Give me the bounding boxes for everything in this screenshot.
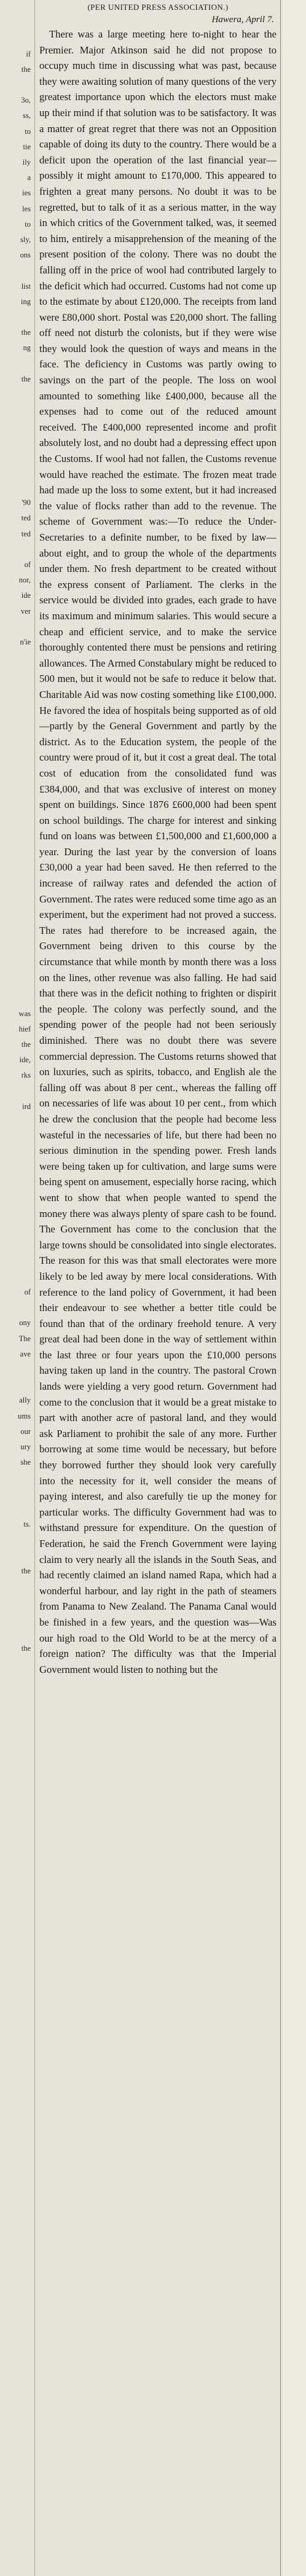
edge-fragment: the	[21, 328, 31, 337]
edge-fragment	[0, 1300, 34, 1315]
edge-fragment	[0, 2322, 34, 2337]
edge-fragment: the	[21, 65, 31, 74]
edge-fragment	[0, 1857, 34, 1873]
edge-fragment	[0, 2151, 34, 2167]
edge-fragment	[0, 31, 34, 46]
edge-fragment: The	[18, 1334, 31, 1343]
edge-fragment	[0, 2368, 34, 2383]
edge-fragment	[0, 1239, 34, 1254]
edge-fragment: the	[21, 1566, 31, 1575]
edge-fragment	[0, 619, 34, 635]
edge-fragment	[0, 387, 34, 402]
edge-fragment: if	[26, 49, 31, 58]
edge-fragment	[0, 1548, 34, 1563]
edge-fragment	[0, 1532, 34, 1548]
edge-fragment	[0, 836, 34, 851]
edge-fragment	[0, 1842, 34, 1857]
edge-fragment	[0, 1501, 34, 1517]
edge-fragment	[0, 681, 34, 697]
edge-fragment	[0, 2105, 34, 2120]
edge-fragment	[0, 1254, 34, 1269]
edge-fragment	[0, 1966, 34, 1981]
edge-fragment: tie	[23, 142, 31, 151]
edge-fragment	[0, 1702, 34, 1718]
edge-fragment	[0, 2445, 34, 2461]
edge-fragment: rks	[21, 1071, 31, 1080]
edge-fragment	[0, 1997, 34, 2012]
edge-fragment: list	[21, 281, 31, 291]
edge-fragment: our	[20, 1427, 31, 1436]
edge-fragment	[0, 1718, 34, 1734]
edge-fragment	[0, 402, 34, 418]
edge-fragment: ing	[21, 297, 31, 306]
edge-fragment: '90	[22, 498, 31, 507]
edge-fragment: was	[18, 1009, 31, 1018]
edge-fragment: ally	[19, 1396, 31, 1405]
edge-fragment	[0, 1377, 34, 1393]
edge-fragment	[0, 820, 34, 836]
edge-fragment	[0, 2198, 34, 2213]
edge-fragment	[0, 929, 34, 944]
edge-fragment	[0, 2089, 34, 2105]
edge-fragment	[0, 1764, 34, 1780]
edge-fragment	[0, 1811, 34, 1826]
edge-fragment: nor,	[18, 576, 31, 585]
edge-fragment: ies	[22, 189, 31, 198]
edge-fragment	[0, 2290, 34, 2306]
edge-fragment	[0, 2352, 34, 2368]
edge-fragment	[0, 697, 34, 712]
edge-fragment: to	[25, 127, 31, 136]
edge-fragment	[0, 1749, 34, 1764]
edge-fragment	[0, 1114, 34, 1130]
press-credit: (PER UNITED PRESS ASSOCIATION.)	[87, 2, 229, 12]
edge-fragment	[0, 2136, 34, 2151]
edge-fragment	[0, 1362, 34, 1377]
edge-fragment	[0, 975, 34, 990]
edge-fragment: the	[21, 374, 31, 383]
edge-fragment	[0, 1145, 34, 1161]
edge-fragment	[0, 464, 34, 480]
edge-fragment	[0, 1223, 34, 1238]
edge-fragment: of	[24, 1288, 31, 1297]
edge-fragment	[0, 1470, 34, 1486]
edge-fragment	[0, 1579, 34, 1594]
edge-fragment	[0, 1950, 34, 1965]
edge-fragment	[0, 310, 34, 325]
edge-fragment	[0, 774, 34, 789]
edge-fragment	[0, 805, 34, 820]
edge-fragment	[0, 1981, 34, 1997]
adjacent-column-fragments	[0, 0, 35, 2576]
edge-fragment	[0, 449, 34, 464]
edge-fragment	[0, 2012, 34, 2027]
edge-fragment	[0, 1826, 34, 1842]
edge-fragment	[0, 1919, 34, 1935]
edge-fragment: the	[21, 1643, 31, 1653]
edge-fragment	[0, 913, 34, 928]
edge-fragment	[0, 1873, 34, 1888]
edge-fragment: hief	[18, 1024, 31, 1033]
right-margin	[283, 0, 306, 2576]
edge-fragment	[0, 480, 34, 495]
edge-fragment	[0, 2414, 34, 2430]
edge-fragment	[0, 851, 34, 867]
edge-fragment: ury	[20, 1443, 31, 1452]
edge-fragment	[0, 15, 34, 31]
edge-fragment	[0, 2260, 34, 2275]
edge-fragment: ts.	[23, 1520, 31, 1529]
edge-fragment: ave	[20, 1349, 31, 1358]
edge-fragment: ide,	[19, 1055, 31, 1065]
edge-fragment	[0, 1176, 34, 1192]
edge-fragment: les	[22, 204, 31, 213]
edge-fragment	[0, 1656, 34, 1672]
article-body: There was a large meeting here to-night to hear the Premier. Major Atkinson said he did not propose to occupy much time in discussing what was past, because they were awaiting solution of many questions of the very greatest importance upon which the electors must make up their mind if that solution was to be satisfactory. It was a matter of great regret that there was not an Opposition capable of doing its duty to the country. There would be a deficit upon the operation of the last financial year—possibly it might amount to £170,000. This appeared to frighten a great many persons. No doubt it was to be regretted, but to talk of it as a serious matter, in the way in which critics of the Government talked, was, it seemed to him, entirely a misapprehension of the meaning of the present position of the colony. There was no doubt the falling off in the price of wool had contributed largely to the deficit which had occurred. Customs had not come up to the estimate by about £120,000. The receipts from land were £80,000 short. Postal was £20,000 short. The falling off need not disturb the colonists, but if they were wise they would look the question of ways and means in the face. The deficiency in Customs was partly owing to savings on the part of the people. The loss on wool amounted to something like £400,000, because all the expenses had to come out of the reduced amount received. The £400,000 represented income and profit absolutely lost, and no doubt had a depressing effect upon the Customs. If wool had not fallen, the Customs revenue would have reached the estimate. The frozen meat trade had made up the loss to some extent, but it had increased the value of flocks rather than add to the revenue. The scheme of Government was:—To reduce the Under-Secretaries to a definite number, to be fixed by law—about eight, and to group the whole of the departments under them. No fresh department to be created without the express consent of Parliament. The clerks in the service would be divided into grades, each grade to have its maximum and minimum salaries. This would secure a cheap and efficient service, and to make the service thoroughly contented there must be pensions and retiring allowances. The Armed Constabulary might be reduced to 500 men, but it would not be safe to reduce it below that. Charitable Aid was now costing something like £100,000. He favored the idea of hospitals being supported as of old—partly by the General Government and partly by the district. As to the Education system, the people of the country were proud of it, but it cost a great deal. The total cost of education from the consolidated fund was £384,000, and that was exclusive of interest on money spent on buildings. Since 1876 £600,000 had been spent on school buildings. The charge for interest and sinking fund on loans was between £1,500,000 and £1,600,000 a year. During the last year by the conversion of loans £30,000 a year had been saved. He then referred to the increase of railway rates and defended the action of Government. The rates were reduced some time ago as an experiment, but the experiment had not proved a success. The rates had therefore to be increased again, the Government being driven to this course by the circumstance that while month by month there was a loss on the lines, other revenue was also falling. He had said that there was in the deficit nothing to frighten or dispirit the people. The colony was perfectly sound, and the spending power of the people had not been seriously diminished. There was no doubt there was severe commercial depression. The Customs returns showed that on luxuries, such as spirits, tobacco, and English ale the falling off was about 8 per cent., whereas the falling off on necessaries of life was about 10 per cent., from which he drew the conclusion that the people had become less wasteful in the necessaries of life, but there had been no serious diminution in the spending power. Fresh lands were being taken up for cultivation, and large sums were being spent on amusement, especially horse racing, which went to show that when people wanted to spend the money there was always plenty of spare cash to be found. The Government has come to the conclusion that the large towns should be consolidated into single electorates. The reason for this was that small electorates were more likely to be led away by mere local considerations. With reference to the land policy of Government, it had been their endeavour to see whether a better title could be found than that of the ordinary freehold tenure. A very great deal had been done in the way of settlement within the last three or four years upon the £10,000 persons having taken up land in the country. The pastoral Crown lands were yielding a very good return. Government had come to the conclusion that it would be a great mistake to part with another acre of pastoral land, and they would ask Parliament to prohibit the sale of any more. Further borrowing at some time would be necessary, but before they borrowed further they should look very carefully into the necessity for it, well consider the means of paying interest, and also carefully tie up the money for particular works. The difficulty Government had was to withstand pressure for expenditure. On the question of Federation, he said the French Government were laying claim to very nearly all the islands in the South Seas, and had recently claimed an island named Rapa, which had a wonderful harbour, and lay right in the path of steamers from Panama to New Zealand. The Panama Canal would be finished in a few years, and the question was—Was our high road to the Old World to be at the mercy of a foreign nation? The difficulty was that the Imperial Government would listen to nothing but the	[39, 28, 277, 1675]
edge-fragment: 3o,	[21, 96, 31, 105]
edge-fragment: ss,	[23, 111, 31, 120]
edge-fragment	[0, 418, 34, 433]
edge-fragment: n'ie	[20, 638, 31, 647]
edge-fragment	[0, 1207, 34, 1223]
edge-fragment	[0, 77, 34, 93]
edge-fragment	[0, 2384, 34, 2399]
edge-fragment	[0, 2120, 34, 2136]
edge-fragment	[0, 2275, 34, 2290]
edge-fragment	[0, 542, 34, 557]
column-rule	[280, 0, 281, 2576]
edge-fragment	[0, 2244, 34, 2260]
edge-fragment	[0, 1935, 34, 1950]
edge-fragment	[0, 1486, 34, 1501]
edge-fragment	[0, 960, 34, 975]
edge-fragment	[0, 2182, 34, 2198]
edge-fragment: ums	[18, 1411, 31, 1420]
edge-fragment	[0, 1161, 34, 1176]
edge-fragment	[0, 743, 34, 758]
edge-fragment: ted	[21, 514, 31, 523]
edge-fragment	[0, 356, 34, 372]
edge-fragment	[0, 1625, 34, 1640]
edge-fragment	[0, 2043, 34, 2058]
edge-fragment	[0, 2167, 34, 2182]
edge-fragment: sly,	[20, 235, 31, 244]
edge-fragment: a	[27, 173, 31, 182]
edge-fragment	[0, 2229, 34, 2244]
edge-fragment	[0, 727, 34, 743]
edge-fragment	[0, 944, 34, 960]
edge-fragment	[0, 867, 34, 882]
edge-fragment	[0, 1192, 34, 1207]
edge-fragment: the	[21, 1040, 31, 1049]
dateline: Hawera, April 7.	[211, 15, 274, 25]
edge-fragment	[0, 712, 34, 727]
edge-fragment	[0, 2306, 34, 2322]
edge-fragment	[0, 1904, 34, 1919]
edge-fragment	[0, 1610, 34, 1625]
edge-fragment: of	[24, 560, 31, 570]
edge-fragment: ony	[19, 1318, 31, 1328]
edge-fragment	[0, 2074, 34, 2089]
edge-fragment: ily	[22, 157, 31, 166]
edge-fragment	[0, 1780, 34, 1795]
edge-fragment	[0, 1687, 34, 1702]
edge-fragment	[0, 1889, 34, 1904]
edge-fragment	[0, 898, 34, 913]
edge-fragment: ide	[21, 591, 31, 600]
edge-fragment	[0, 434, 34, 449]
edge-fragment	[0, 1269, 34, 1285]
edge-fragment	[0, 882, 34, 898]
edge-fragment: ver	[21, 606, 31, 616]
edge-fragment	[0, 665, 34, 681]
edge-fragment: ng	[23, 343, 31, 353]
edge-fragment	[0, 1672, 34, 1687]
edge-fragment	[0, 263, 34, 278]
edge-fragment	[0, 1130, 34, 1145]
edge-fragment	[0, 1084, 34, 1099]
edge-fragment	[0, 2337, 34, 2352]
edge-fragment	[0, 2059, 34, 2074]
edge-fragment	[0, 2399, 34, 2414]
edge-fragment: ird	[22, 1102, 31, 1111]
edge-fragment: to	[25, 219, 31, 229]
edge-fragment	[0, 650, 34, 665]
edge-fragment	[0, 1734, 34, 1749]
edge-fragment	[0, 2214, 34, 2229]
edge-fragment	[0, 990, 34, 1006]
edge-fragment	[0, 1795, 34, 1811]
edge-fragment	[0, 2430, 34, 2445]
edge-fragment: ons	[20, 251, 31, 260]
edge-fragment	[0, 0, 34, 15]
edge-fragment: she	[20, 1458, 31, 1467]
edge-fragment: ted	[21, 529, 31, 538]
edge-fragment	[0, 1594, 34, 1610]
article-column	[39, 2, 277, 2570]
edge-fragment	[0, 789, 34, 805]
edge-fragment	[0, 759, 34, 774]
edge-fragment	[0, 2027, 34, 2043]
